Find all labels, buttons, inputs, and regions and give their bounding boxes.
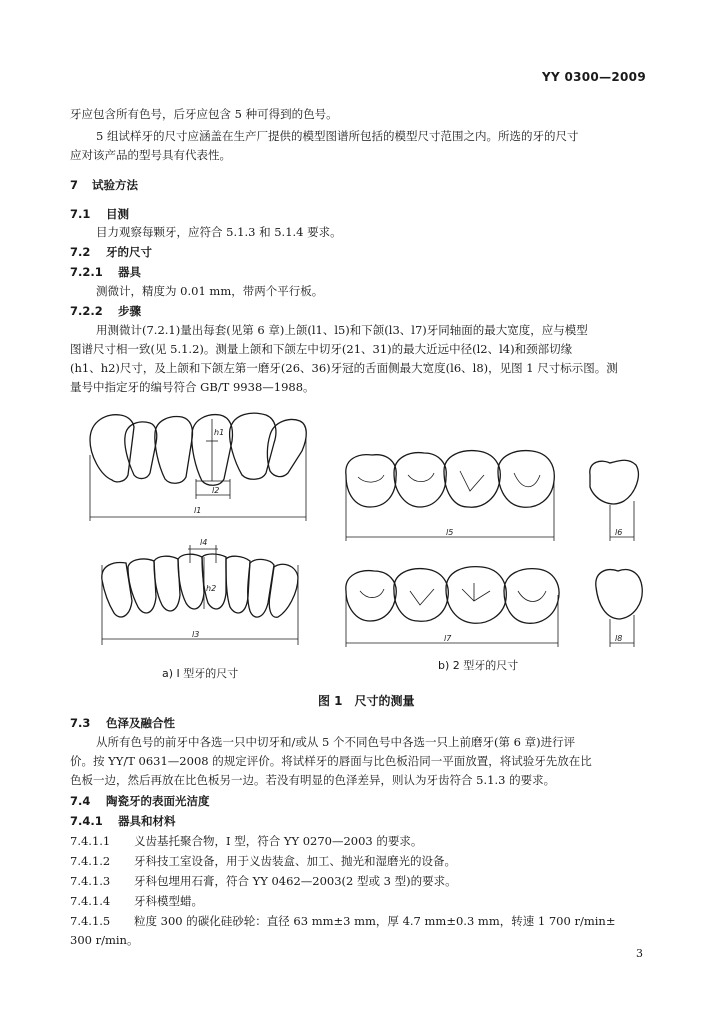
item-text: 粒度 300 的碳化硅砂轮：直径 63 mm±3 mm，厚 4.7 mm±0.3 mm，转速 1 700 r/min± [134, 914, 616, 928]
section-title: 器具和材料 [118, 814, 176, 828]
section-title: 步骤 [118, 304, 141, 318]
item-7-4-1-4 [70, 893, 203, 909]
section-7-4-heading [70, 793, 210, 809]
section-number: 7.4.1 [70, 814, 103, 828]
lower-posterior-teeth [346, 567, 559, 647]
standard-number: YY 0300—2009 [542, 70, 646, 84]
section-number: 7 [70, 178, 79, 192]
item-number: 7.4.1.2 [70, 854, 111, 868]
section-title: 色泽及融合性 [106, 716, 175, 730]
section-7-2-heading [70, 244, 152, 260]
label-l3: l3 [192, 630, 200, 639]
label-l6: l6 [615, 528, 623, 537]
item-7-4-1-5-continuation: 300 r/min。 [70, 933, 139, 947]
section-7-2-1-heading [70, 264, 141, 280]
lower-molar-single [596, 570, 642, 647]
section-number: 7.2.2 [70, 304, 103, 318]
item-text: 牙科技工室设备，用于义齿装盒、加工、抛光和湿磨光的设备。 [134, 854, 456, 868]
section-title: 目测 [106, 207, 129, 221]
section-7-3-heading [70, 715, 175, 731]
label-l7: l7 [444, 634, 452, 643]
section-title: 试验方法 [92, 178, 138, 192]
section-title: 器具 [118, 265, 141, 279]
upper-posterior-teeth [346, 451, 554, 541]
figure-subcaption-a: a) I 型牙的尺寸 [162, 667, 239, 680]
section-7-1-heading [70, 206, 129, 222]
section-7-3-line-1: 从所有色号的前牙中各选一只中切牙和/或从 5 个不同色号中各选一只上前磨牙(第 6 章)进行评 [96, 735, 576, 749]
section-7-2-2-line-4: 量号中指定牙的编号符合 GB/T 9938—1988。 [70, 380, 315, 394]
item-text: 义齿基托聚合物，I 型，符合 YY 0270—2003 的要求。 [134, 834, 423, 848]
section-title: 牙的尺寸 [106, 245, 152, 259]
paragraph-sizes-line-1: 5 组试样牙的尺寸应涵盖在生产厂提供的模型图谱所包括的模型尺寸范围之内。所选的牙的尺寸 [96, 129, 579, 143]
figure-1-tooth-diagram [70, 395, 654, 665]
section-number: 7.2.1 [70, 265, 103, 279]
section-7-2-2-heading [70, 303, 141, 319]
section-number: 7.3 [70, 716, 91, 730]
page-number: 3 [636, 947, 643, 960]
item-7-4-1-2 [70, 853, 456, 869]
section-title: 陶瓷牙的表面光洁度 [106, 794, 210, 808]
paragraph-sizes-line-2: 应对该产品的型号具有代表性。 [70, 148, 231, 162]
section-7-3-line-3: 色板一边，然后再放在比色板另一边。若没有明显的色泽差异，则认为牙齿符合 5.1.3 的要求。 [70, 773, 556, 787]
section-number: 7.4 [70, 794, 91, 808]
item-7-4-1-1 [70, 833, 422, 849]
label-h1: h1 [214, 428, 225, 437]
upper-anterior-teeth [90, 413, 306, 521]
section-7-4-1-heading [70, 813, 176, 829]
label-l8: l8 [615, 634, 623, 643]
label-l2: l2 [212, 486, 220, 495]
section-7-2-1-text: 测微计，精度为 0.01 mm，带两个平行板。 [96, 284, 324, 298]
section-7-2-2-line-2: 图谱尺寸相一致(见 5.1.2)。测量上颌和下颌左中切牙(21、31)的最大近远中径(l2、l4)和颈部切缘 [70, 342, 573, 356]
paragraph-continuation: 牙应包含所有色号，后牙应包含 5 种可得到的色号。 [70, 107, 338, 121]
figure-subcaption-b: b) 2 型牙的尺寸 [438, 659, 519, 672]
upper-molar-single [590, 460, 639, 541]
item-text: 牙科模型蜡。 [134, 894, 203, 908]
label-l5: l5 [446, 528, 454, 537]
item-number: 7.4.1.3 [70, 874, 111, 888]
section-7-2-2-line-1: 用测微计(7.2.1)量出每套(见第 6 章)上颌(l1、l5)和下颌(l3、l7)牙同轴面的最大宽度，应与模型 [96, 323, 588, 337]
section-7-3-line-2: 价。按 YY/T 0631—2008 的规定评价。将试样牙的唇面与比色板沿同一平面放置，将试验牙先放在比 [70, 754, 592, 768]
label-l1: l1 [194, 506, 202, 515]
section-7-heading [70, 177, 138, 193]
lower-anterior-teeth [102, 538, 298, 645]
section-number: 7.1 [70, 207, 91, 221]
item-number: 7.4.1.4 [70, 894, 111, 908]
label-h2: h2 [206, 584, 217, 593]
item-7-4-1-3 [70, 873, 457, 889]
item-number: 7.4.1.1 [70, 834, 111, 848]
section-7-2-2-line-3: (h1、h2)尺寸，及上颌和下颌左第一磨牙(26、36)牙冠的舌面侧最大宽度(l6、l8)，见图 1 尺寸标示图。测 [70, 361, 618, 375]
label-l4: l4 [200, 538, 208, 547]
figure-caption: 图 1 尺寸的测量 [318, 694, 415, 708]
item-number: 7.4.1.5 [70, 914, 111, 928]
section-7-1-text: 目力观察每颗牙，应符合 5.1.3 和 5.1.4 要求。 [96, 225, 342, 239]
item-text: 牙科包埋用石膏，符合 YY 0462—2003(2 型或 3 型)的要求。 [134, 874, 457, 888]
section-number: 7.2 [70, 245, 91, 259]
item-7-4-1-5 [70, 913, 615, 929]
